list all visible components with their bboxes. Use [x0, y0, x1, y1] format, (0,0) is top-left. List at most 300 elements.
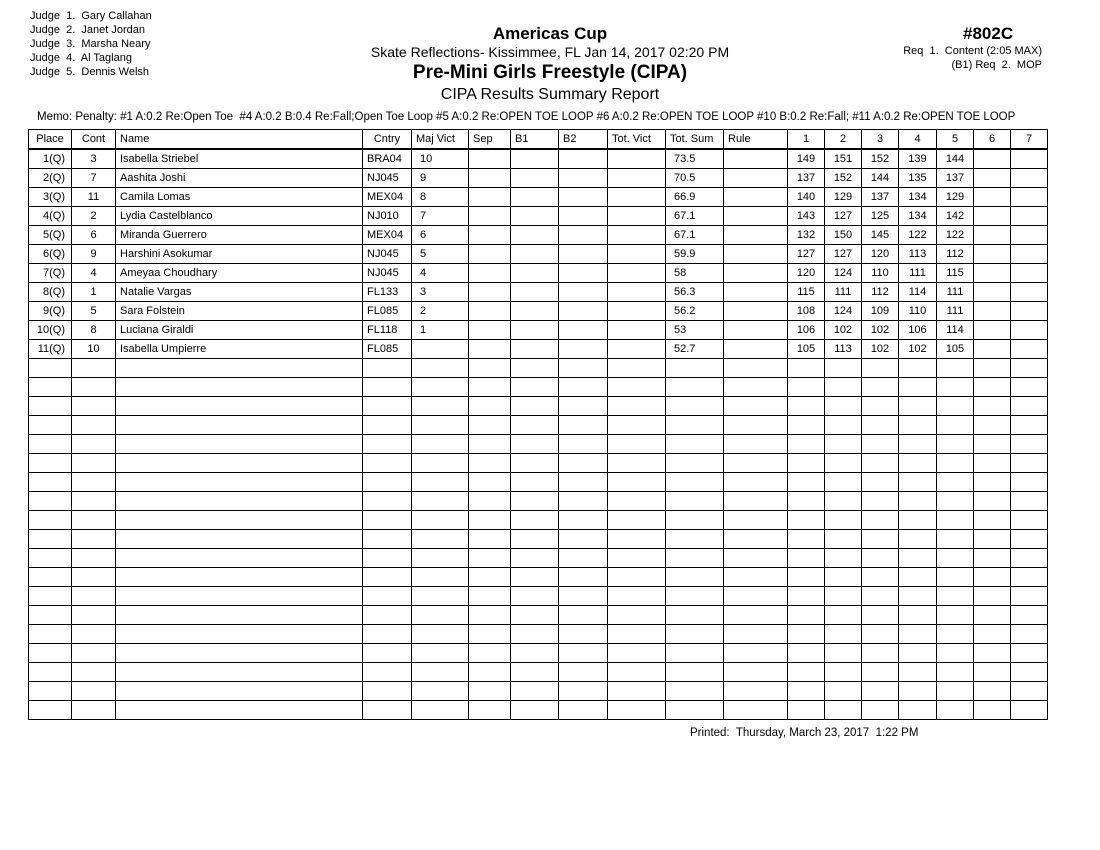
empty-cell — [937, 492, 974, 511]
empty-cell — [937, 378, 974, 397]
empty-cell — [724, 435, 788, 454]
cell-b2 — [559, 340, 608, 359]
cell-tot-vict — [608, 169, 666, 188]
empty-row — [29, 473, 1048, 492]
empty-cell — [724, 378, 788, 397]
col-tot-vict: Tot. Vict — [608, 130, 666, 150]
cell-judge-4: 110 — [899, 302, 937, 321]
empty-cell — [899, 359, 937, 378]
cell-rule — [724, 149, 788, 169]
empty-cell — [559, 701, 608, 720]
cell-tot-sum: 59.9 — [666, 245, 724, 264]
empty-cell — [29, 435, 72, 454]
empty-cell — [974, 378, 1011, 397]
empty-cell — [937, 606, 974, 625]
empty-row — [29, 378, 1048, 397]
empty-cell — [608, 454, 666, 473]
col-b1: B1 — [511, 130, 559, 150]
empty-cell — [511, 587, 559, 606]
empty-cell — [29, 378, 72, 397]
table-row — [29, 321, 1048, 340]
empty-cell — [363, 663, 412, 682]
cell-b2 — [559, 321, 608, 340]
col-judge-5: 5 — [937, 130, 974, 150]
cell-cont: 8 — [72, 321, 116, 340]
cell-judge-5: 105 — [937, 340, 974, 359]
cell-sep — [469, 302, 511, 321]
empty-cell — [511, 454, 559, 473]
cell-judge-2: 127 — [825, 245, 862, 264]
empty-cell — [1011, 511, 1048, 530]
empty-cell — [608, 568, 666, 587]
empty-cell — [937, 454, 974, 473]
empty-cell — [974, 492, 1011, 511]
empty-row — [29, 511, 1048, 530]
empty-cell — [116, 511, 363, 530]
empty-row — [29, 606, 1048, 625]
empty-cell — [72, 397, 116, 416]
cell-judge-2: 150 — [825, 226, 862, 245]
empty-cell — [116, 454, 363, 473]
empty-cell — [559, 549, 608, 568]
venue-date: Skate Reflections- Kissimmee, FL Jan 14, 2017 02:20 PM — [370, 44, 730, 60]
col-cont: Cont — [72, 130, 116, 150]
empty-cell — [724, 416, 788, 435]
cell-b1 — [511, 149, 559, 169]
empty-cell — [363, 682, 412, 701]
empty-cell — [788, 492, 825, 511]
empty-cell — [29, 587, 72, 606]
empty-cell — [862, 454, 899, 473]
cell-tot-vict — [608, 302, 666, 321]
empty-cell — [511, 663, 559, 682]
cell-judge-4: 113 — [899, 245, 937, 264]
empty-cell — [899, 435, 937, 454]
empty-cell — [724, 454, 788, 473]
cell-place: 10(Q) — [29, 321, 72, 340]
cell-cntry: BRA04 — [363, 149, 412, 169]
empty-cell — [559, 397, 608, 416]
cell-place: 8(Q) — [29, 283, 72, 302]
cell-sep — [469, 226, 511, 245]
cell-tot-sum: 52.7 — [666, 340, 724, 359]
empty-cell — [724, 511, 788, 530]
empty-cell — [72, 511, 116, 530]
cell-sep — [469, 188, 511, 207]
empty-cell — [72, 473, 116, 492]
cell-judge-5: 111 — [937, 302, 974, 321]
results-table — [28, 129, 1048, 720]
cell-b2 — [559, 207, 608, 226]
cell-judge-2: 127 — [825, 207, 862, 226]
empty-cell — [666, 397, 724, 416]
cell-place: 4(Q) — [29, 207, 72, 226]
results-body — [29, 149, 1048, 720]
empty-cell — [412, 473, 469, 492]
empty-cell — [899, 625, 937, 644]
empty-cell — [608, 663, 666, 682]
cell-sep — [469, 321, 511, 340]
empty-cell — [559, 606, 608, 625]
cell-sep — [469, 245, 511, 264]
table-row — [29, 169, 1048, 188]
cell-judge-7 — [1011, 169, 1048, 188]
cell-place: 9(Q) — [29, 302, 72, 321]
empty-cell — [1011, 359, 1048, 378]
empty-row — [29, 682, 1048, 701]
cell-judge-7 — [1011, 188, 1048, 207]
empty-cell — [72, 435, 116, 454]
empty-cell — [666, 625, 724, 644]
report-header — [290, 24, 810, 105]
empty-cell — [937, 359, 974, 378]
cell-judge-6 — [974, 321, 1011, 340]
empty-cell — [825, 682, 862, 701]
empty-cell — [29, 454, 72, 473]
empty-cell — [724, 625, 788, 644]
empty-cell — [608, 435, 666, 454]
requirement-2: (B1) Req 2. MOP — [951, 59, 1042, 71]
cell-maj-vict: 10 — [412, 149, 469, 169]
col-name: Name — [116, 130, 363, 150]
cell-cntry: NJ045 — [363, 169, 412, 188]
empty-cell — [825, 530, 862, 549]
cell-judge-3: 102 — [862, 321, 899, 340]
cell-judge-4: 122 — [899, 226, 937, 245]
empty-cell — [899, 663, 937, 682]
empty-cell — [363, 435, 412, 454]
empty-cell — [511, 473, 559, 492]
empty-cell — [29, 359, 72, 378]
cell-b1 — [511, 283, 559, 302]
judge-2: Judge 2. Janet Jordan — [30, 24, 145, 36]
cell-place: 11(Q) — [29, 340, 72, 359]
cell-name: Luciana Giraldi — [116, 321, 363, 340]
cell-judge-3: 110 — [862, 264, 899, 283]
empty-cell — [899, 606, 937, 625]
empty-cell — [608, 682, 666, 701]
cell-b1 — [511, 188, 559, 207]
empty-cell — [974, 435, 1011, 454]
empty-cell — [899, 454, 937, 473]
cell-tot-sum: 70.5 — [666, 169, 724, 188]
empty-cell — [666, 378, 724, 397]
empty-cell — [825, 606, 862, 625]
empty-cell — [788, 511, 825, 530]
col-sep: Sep — [469, 130, 511, 150]
empty-cell — [29, 682, 72, 701]
cell-judge-2: 151 — [825, 149, 862, 169]
empty-cell — [412, 416, 469, 435]
empty-cell — [1011, 644, 1048, 663]
empty-cell — [469, 511, 511, 530]
cell-sep — [469, 283, 511, 302]
col-rule: Rule — [724, 130, 788, 150]
empty-cell — [825, 568, 862, 587]
empty-row — [29, 397, 1048, 416]
cell-cntry: MEX04 — [363, 188, 412, 207]
table-row — [29, 340, 1048, 359]
empty-cell — [469, 549, 511, 568]
empty-cell — [1011, 549, 1048, 568]
empty-cell — [412, 587, 469, 606]
cell-judge-7 — [1011, 264, 1048, 283]
empty-cell — [116, 530, 363, 549]
cell-tot-sum: 67.1 — [666, 207, 724, 226]
empty-cell — [724, 606, 788, 625]
empty-cell — [412, 435, 469, 454]
col-judge-4: 4 — [899, 130, 937, 150]
empty-cell — [363, 492, 412, 511]
cell-tot-vict — [608, 207, 666, 226]
col-place: Place — [29, 130, 72, 150]
cell-place: 1(Q) — [29, 149, 72, 169]
empty-cell — [1011, 397, 1048, 416]
cell-cntry: FL085 — [363, 340, 412, 359]
empty-cell — [412, 492, 469, 511]
cell-judge-7 — [1011, 149, 1048, 169]
empty-cell — [116, 549, 363, 568]
cell-rule — [724, 226, 788, 245]
empty-cell — [937, 530, 974, 549]
cell-tot-vict — [608, 264, 666, 283]
empty-cell — [666, 682, 724, 701]
cell-tot-sum: 53 — [666, 321, 724, 340]
empty-row — [29, 587, 1048, 606]
cell-tot-sum: 56.2 — [666, 302, 724, 321]
empty-cell — [72, 701, 116, 720]
judge-1: Judge 1. Gary Callahan — [30, 10, 152, 22]
empty-cell — [608, 587, 666, 606]
table-row — [29, 149, 1048, 169]
empty-cell — [825, 511, 862, 530]
empty-cell — [412, 454, 469, 473]
empty-cell — [511, 359, 559, 378]
cell-judge-4: 134 — [899, 207, 937, 226]
empty-cell — [788, 378, 825, 397]
cell-b1 — [511, 207, 559, 226]
empty-cell — [559, 454, 608, 473]
empty-cell — [974, 701, 1011, 720]
empty-cell — [1011, 701, 1048, 720]
empty-cell — [899, 701, 937, 720]
cell-judge-6 — [974, 226, 1011, 245]
empty-cell — [469, 359, 511, 378]
cell-cntry: NJ045 — [363, 245, 412, 264]
empty-cell — [72, 625, 116, 644]
empty-cell — [469, 492, 511, 511]
empty-cell — [724, 359, 788, 378]
empty-cell — [29, 492, 72, 511]
cell-name: Lydia Castelblanco — [116, 207, 363, 226]
cell-cntry: NJ010 — [363, 207, 412, 226]
empty-cell — [469, 378, 511, 397]
cell-cont: 3 — [72, 149, 116, 169]
empty-cell — [608, 492, 666, 511]
cell-judge-2: 111 — [825, 283, 862, 302]
cell-judge-3: 112 — [862, 283, 899, 302]
empty-cell — [72, 378, 116, 397]
empty-cell — [1011, 454, 1048, 473]
cell-rule — [724, 188, 788, 207]
empty-row — [29, 416, 1048, 435]
empty-cell — [937, 397, 974, 416]
empty-cell — [788, 397, 825, 416]
empty-cell — [29, 549, 72, 568]
cell-tot-sum: 73.5 — [666, 149, 724, 169]
empty-cell — [937, 416, 974, 435]
cell-judge-4: 114 — [899, 283, 937, 302]
empty-cell — [363, 644, 412, 663]
cell-judge-1: 140 — [788, 188, 825, 207]
cell-b2 — [559, 302, 608, 321]
empty-cell — [1011, 492, 1048, 511]
empty-cell — [937, 625, 974, 644]
cell-judge-6 — [974, 283, 1011, 302]
empty-cell — [412, 568, 469, 587]
table-row — [29, 226, 1048, 245]
cell-judge-1: 132 — [788, 226, 825, 245]
empty-cell — [363, 530, 412, 549]
cell-tot-vict — [608, 245, 666, 264]
empty-cell — [469, 644, 511, 663]
empty-cell — [937, 435, 974, 454]
empty-cell — [974, 454, 1011, 473]
cell-tot-sum: 67.1 — [666, 226, 724, 245]
empty-cell — [724, 492, 788, 511]
empty-cell — [559, 644, 608, 663]
empty-cell — [511, 530, 559, 549]
empty-cell — [724, 644, 788, 663]
cell-cntry: FL085 — [363, 302, 412, 321]
cell-maj-vict: 8 — [412, 188, 469, 207]
cell-rule — [724, 302, 788, 321]
cell-judge-1: 105 — [788, 340, 825, 359]
empty-cell — [116, 701, 363, 720]
empty-row — [29, 492, 1048, 511]
empty-cell — [29, 701, 72, 720]
cell-sep — [469, 264, 511, 283]
empty-cell — [559, 568, 608, 587]
cell-b1 — [511, 302, 559, 321]
cell-b2 — [559, 264, 608, 283]
empty-cell — [412, 378, 469, 397]
empty-cell — [937, 644, 974, 663]
empty-cell — [862, 492, 899, 511]
cell-judge-6 — [974, 149, 1011, 169]
empty-cell — [788, 682, 825, 701]
empty-cell — [29, 625, 72, 644]
empty-cell — [899, 587, 937, 606]
cell-judge-2: 124 — [825, 264, 862, 283]
empty-cell — [412, 359, 469, 378]
cell-judge-1: 115 — [788, 283, 825, 302]
cell-name: Harshini Asokumar — [116, 245, 363, 264]
cell-judge-6 — [974, 245, 1011, 264]
empty-cell — [363, 511, 412, 530]
empty-cell — [825, 625, 862, 644]
empty-cell — [937, 473, 974, 492]
empty-cell — [899, 473, 937, 492]
event-title: Americas Cup — [492, 24, 608, 43]
cell-tot-vict — [608, 321, 666, 340]
empty-cell — [862, 625, 899, 644]
cell-tot-sum: 58 — [666, 264, 724, 283]
empty-cell — [666, 511, 724, 530]
empty-cell — [974, 397, 1011, 416]
empty-cell — [862, 435, 899, 454]
cell-maj-vict: 4 — [412, 264, 469, 283]
empty-cell — [412, 606, 469, 625]
empty-cell — [469, 397, 511, 416]
empty-cell — [72, 606, 116, 625]
cell-rule — [724, 169, 788, 188]
cell-rule — [724, 321, 788, 340]
empty-cell — [559, 587, 608, 606]
empty-cell — [974, 359, 1011, 378]
cell-b1 — [511, 245, 559, 264]
empty-cell — [974, 625, 1011, 644]
empty-cell — [72, 663, 116, 682]
empty-cell — [825, 644, 862, 663]
cell-judge-6 — [974, 188, 1011, 207]
cell-judge-6 — [974, 302, 1011, 321]
empty-cell — [899, 644, 937, 663]
col-judge-7: 7 — [1011, 130, 1048, 150]
cell-judge-6 — [974, 207, 1011, 226]
judges-list — [30, 9, 152, 79]
cell-judge-7 — [1011, 321, 1048, 340]
empty-cell — [116, 663, 363, 682]
empty-cell — [825, 663, 862, 682]
cell-judge-7 — [1011, 340, 1048, 359]
empty-cell — [937, 549, 974, 568]
cell-b2 — [559, 149, 608, 169]
cell-tot-vict — [608, 283, 666, 302]
empty-cell — [974, 663, 1011, 682]
empty-cell — [724, 473, 788, 492]
cell-judge-3: 120 — [862, 245, 899, 264]
empty-cell — [974, 606, 1011, 625]
cell-sep — [469, 207, 511, 226]
cell-maj-vict: 9 — [412, 169, 469, 188]
empty-cell — [72, 530, 116, 549]
cell-judge-6 — [974, 340, 1011, 359]
empty-cell — [559, 530, 608, 549]
cell-b2 — [559, 169, 608, 188]
empty-cell — [666, 644, 724, 663]
empty-cell — [469, 530, 511, 549]
cell-name: Isabella Umpierre — [116, 340, 363, 359]
empty-cell — [862, 644, 899, 663]
empty-cell — [29, 663, 72, 682]
empty-cell — [608, 359, 666, 378]
cell-judge-2: 113 — [825, 340, 862, 359]
empty-cell — [608, 416, 666, 435]
empty-cell — [559, 492, 608, 511]
cell-judge-1: 143 — [788, 207, 825, 226]
empty-cell — [116, 492, 363, 511]
empty-cell — [29, 530, 72, 549]
requirement-1: Req 1. Content (2:05 MAX) — [903, 45, 1042, 57]
empty-cell — [116, 378, 363, 397]
empty-cell — [412, 663, 469, 682]
empty-row — [29, 454, 1048, 473]
empty-cell — [608, 397, 666, 416]
cell-cont: 6 — [72, 226, 116, 245]
cell-judge-7 — [1011, 207, 1048, 226]
empty-cell — [412, 397, 469, 416]
